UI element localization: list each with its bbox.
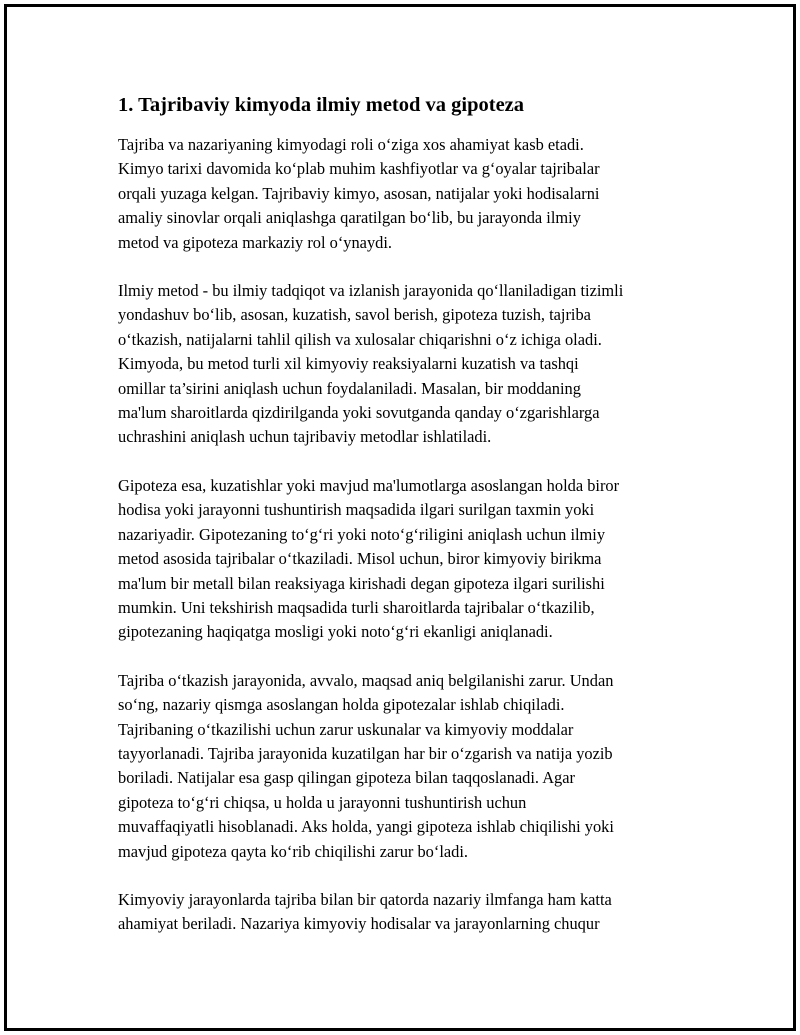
text-line: ahamiyat beriladi. Nazariya kimyoviy hodisalar va jarayonlarning chuqur: [118, 914, 600, 934]
document-title: 1. Tajribaviy kimyoda ilmiy metod va gipoteza: [118, 94, 525, 116]
text-line: mumkin. Uni tekshirish maqsadida turli sharoitlarda tajribalar o‘tkazilib,: [118, 597, 595, 617]
text-line: metod va gipoteza markaziy rol o‘ynaydi.: [118, 232, 392, 252]
text-line: tayyorlanadi. Tajriba jarayonida kuzatilgan har bir o‘zgarish va natija yozib: [118, 743, 613, 763]
text-line: metod asosida tajribalar o‘tkaziladi. Misol uchun, biror kimyoviy birikma: [118, 549, 602, 569]
paragraph-2: [118, 279, 698, 450]
paragraph-list: [118, 133, 698, 937]
text-line: Gipoteza esa, kuzatishlar yoki mavjud ma'lumotlarga asoslangan holda biror: [118, 475, 620, 495]
text-line: Tajriba o‘tkazish jarayonida, avvalo, maqsad aniq belgilanishi zarur. Undan: [118, 670, 614, 690]
paragraph-1: [118, 133, 698, 255]
text-line: omillar ta’sirini aniqlash uchun foydalaniladi. Masalan, bir moddaning: [118, 378, 581, 398]
text-line: so‘ng, nazariy qismga asoslangan holda gipotezalar ishlab chiqiladi.: [118, 695, 565, 715]
text-line: orqali yuzaga kelgan. Tajribaviy kimyo, asosan, natijalar yoki hodisalarni: [118, 183, 600, 203]
text-line: hodisa yoki jarayonni tushuntirish maqsadida ilgari surilgan taxmin yoki: [118, 500, 595, 520]
text-line: o‘tkazish, natijalarni tahlil qilish va xulosalar chiqarishni o‘z ichiga oladi.: [118, 329, 602, 349]
paragraph-4: [118, 669, 698, 864]
text-line: muvaffaqiyatli hisoblanadi. Aks holda, yangi gipoteza ishlab chiqilishi yoki: [118, 817, 614, 837]
text-line: gipotezaning haqiqatga mosligi yoki noto‘g‘ri ekanligi aniqlanadi.: [118, 622, 553, 642]
text-line: ma'lum bir metall bilan reaksiyaga kirishadi degan gipoteza ilgari surilishi: [118, 573, 605, 593]
text-line: ma'lum sharoitlarda qizdirilganda yoki sovutganda qanday o‘zgarishlarga: [118, 403, 600, 423]
text-line: amaliy sinovlar orqali aniqlashga qaratilgan bo‘lib, bu jarayonda ilmiy: [118, 208, 581, 228]
text-line: Tajriba va nazariyaning kimyodagi roli o‘ziga xos ahamiyat kasb etadi.: [118, 135, 584, 154]
text-line: Tajribaning o‘tkazilishi uchun zarur uskunalar va kimyoviy moddalar: [118, 719, 574, 739]
text-line: uchrashini aniqlash uchun tajribaviy metodlar ishlatiladi.: [118, 427, 492, 447]
paragraph-5: [118, 888, 698, 937]
text-line: gipoteza to‘g‘ri chiqsa, u holda u jarayonni tushuntirish uchun: [118, 792, 527, 812]
text-line: yondashuv bo‘lib, asosan, kuzatish, savol berish, gipoteza tuzish, tajriba: [118, 305, 591, 325]
text-line: nazariyadir. Gipotezaning to‘g‘ri yoki noto‘g‘riligini aniqlash uchun ilmiy: [118, 524, 606, 544]
text-line: boriladi. Natijalar esa gasp qilingan gipoteza bilan taqqoslanadi. Agar: [118, 768, 575, 788]
document-body: [118, 92, 698, 961]
paragraph-3: [118, 474, 698, 645]
text-line: Kimyoda, bu metod turli xil kimyoviy reaksiyalarni kuzatish va tashqi: [118, 354, 579, 374]
text-line: Kimyoviy jarayonlarda tajriba bilan bir qatorda nazariy ilmfanga ham katta: [118, 889, 612, 909]
text-line: Ilmiy metod - bu ilmiy tadqiqot va izlanish jarayonida qo‘llaniladigan tizimli: [118, 281, 624, 301]
text-line: Kimyo tarixi davomida ko‘plab muhim kashfiyotlar va g‘oyalar tajribalar: [118, 159, 600, 179]
text-line: mavjud gipoteza qayta ko‘rib chiqilishi zarur bo‘ladi.: [118, 841, 469, 861]
